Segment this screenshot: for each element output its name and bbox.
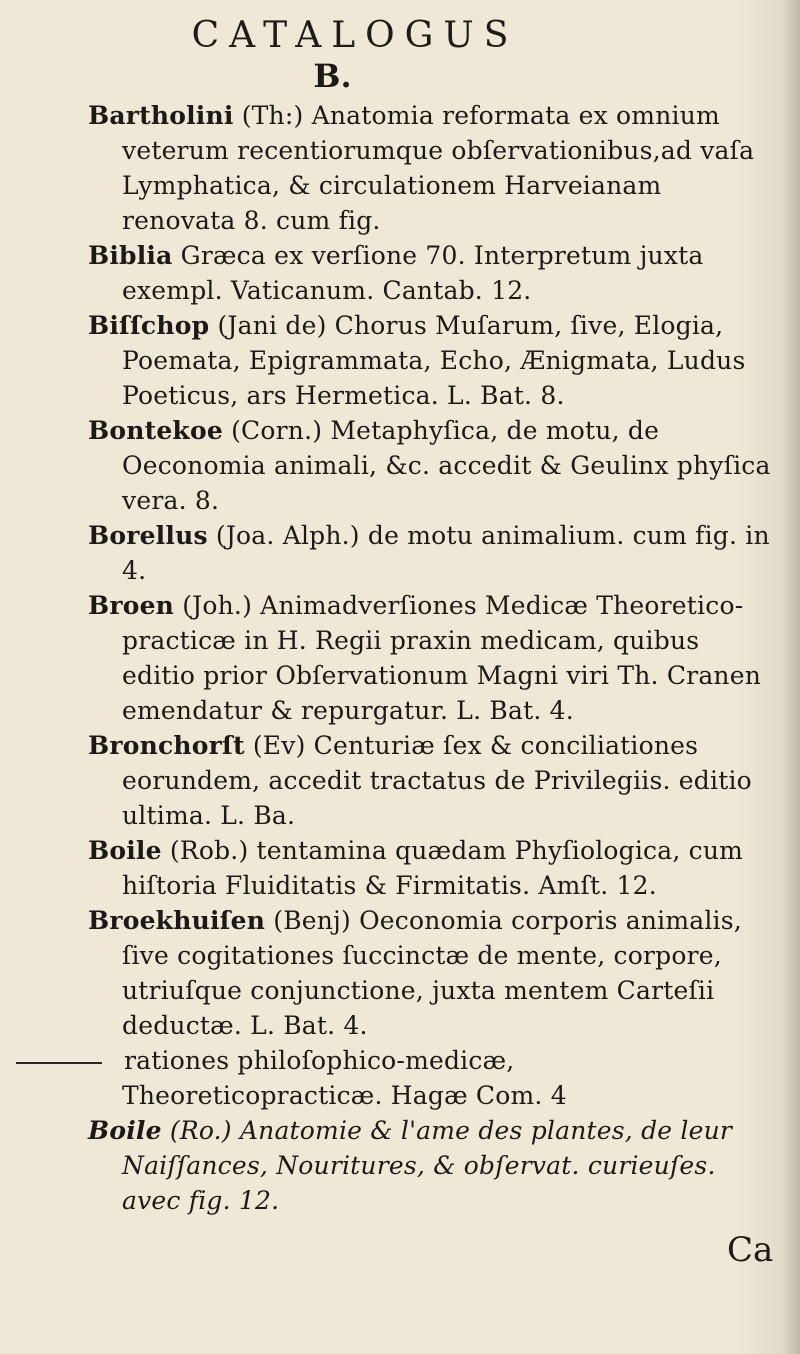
- entry-author: Broekhuiſen: [88, 906, 266, 935]
- section-letter: B.: [313, 57, 352, 95]
- entry-author: Biblia: [88, 241, 173, 270]
- entry-author: Biſſchop: [88, 311, 210, 340]
- catalogue-entries: [88, 98, 778, 1218]
- catalogue-entry: [88, 238, 778, 308]
- catalogue-entry: [88, 728, 778, 833]
- catalogue-entry: [88, 1043, 778, 1113]
- catalogue-entry: [88, 413, 778, 518]
- entry-text: (Ev) Centuriæ ſex & conciliationes eorundem, accedit tractatus de Privilegiis. editio ultima. L. Ba.: [122, 731, 752, 830]
- catalogue-entry: [88, 1113, 778, 1218]
- entry-author: Bontekoe: [88, 416, 223, 445]
- catalogue-entry: [88, 588, 778, 728]
- entry-text: (Joh.) Animadverſiones Medicæ Theoretico-practicæ in H. Regii praxin medicam, quibus editio prior Obſervationum Magni viri Th. Cranen emendatur & repurgatur. L. Bat. 4.: [122, 591, 762, 725]
- catalogue-entry: [88, 98, 778, 238]
- page-header: [0, 14, 800, 94]
- catalogue-entry: [88, 833, 778, 903]
- entry-author: Boile: [88, 836, 162, 865]
- entry-text: (Joa. Alph.) de motu animalium. cum fig. in 4.: [122, 521, 770, 585]
- entry-text: rationes philoſophico-medicæ, Theoreticopracticæ. Hagæ Com. 4: [122, 1046, 567, 1110]
- entry-text: (Rob.) tentamina quædam Phyſiologica, cum hiſtoria Fluiditatis & Firmitatis. Amſt. 12.: [122, 836, 744, 900]
- entry-text: (Jani de) Chorus Muſarum, ſive, Elogia, Poemata, Epigrammata, Echo, Ænigmata, Ludus Poeticus, ars Hermetica. L. Bat. 8.: [122, 311, 746, 410]
- catchword: Ca: [727, 1230, 774, 1270]
- entry-text: Græca ex verſione 70. Interpretum juxta exempl. Vaticanum. Cantab. 12.: [122, 241, 704, 305]
- running-title: CATALOGUS: [191, 15, 519, 56]
- entry-author: Broen: [88, 591, 175, 620]
- catalogue-entry: [88, 903, 778, 1043]
- page-edge-shadow: [782, 0, 800, 1354]
- entry-text: (Benj) Oeconomia corporis animalis, ſive cogitationes ſuccinctæ de mente, corpore, utriuſque conjunctione, juxta mentem Carteſii deductæ. L. Bat. 4.: [122, 906, 742, 1040]
- entry-author: Borellus: [88, 521, 208, 550]
- entry-author: Boile: [88, 1116, 162, 1145]
- entry-text: (Corn.) Metaphyſica, de motu, de Oeconomia animali, &c. accedit & Geulinx phyſica vera. 8.: [122, 416, 771, 515]
- catalogue-entry: [88, 308, 778, 413]
- entry-text: (Th:) Anatomia reformata ex omnium veterum recentiorumque obſervationibus,ad vaſa Lymphatica, & circulationem Harveianam renovata 8. cum fig.: [122, 101, 755, 235]
- entry-author: Bronchorſt: [88, 731, 245, 760]
- entry-text: (Ro.) Anatomie & l'ame des plantes, de leur Naiſſances, Nouritures, & obſervat. curieuſes. avec fig. 12.: [122, 1116, 733, 1215]
- ditto-dash: [16, 1062, 102, 1064]
- catalogue-entry: [88, 518, 778, 588]
- entry-author: Bartholini: [88, 101, 234, 130]
